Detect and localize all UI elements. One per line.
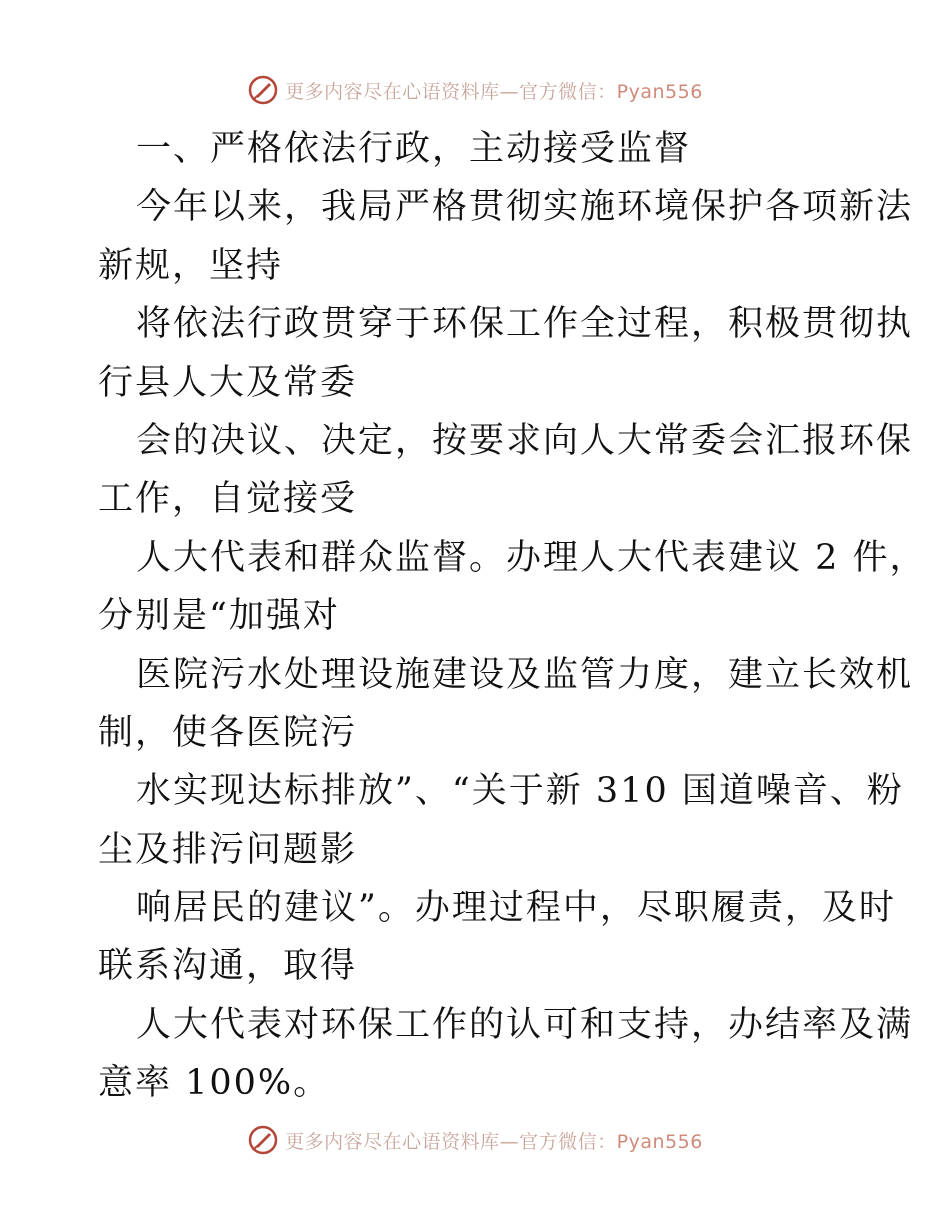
footer-banner <box>0 1120 950 1160</box>
text-line: 人大代表和群众监督。办理人大代表建议 2 件， <box>136 537 927 578</box>
header-banner-account: Pyan556 <box>616 80 703 103</box>
header-banner <box>0 70 950 110</box>
text-line: 尘及排污问题影 <box>98 829 358 870</box>
text-line: 今年以来，我局严格贯彻实施环境保护各项新法 <box>136 187 914 228</box>
quill-logo-icon <box>247 74 279 106</box>
quill-logo-icon <box>247 1124 279 1156</box>
text-line: 将依法行政贯穿于环保工作全过程，积极贯彻执 <box>136 304 914 345</box>
text-line: 水实现达标排放”、“关于新 310 国道噪音、粉 <box>136 771 904 812</box>
text-line: 分别是“加强对 <box>98 596 340 637</box>
text-line: 医院污水处理设施建设及监管力度，建立长效机 <box>136 654 914 695</box>
header-banner-text: 更多内容尽在心语资料库—官方微信：Pyan556 <box>285 80 703 103</box>
text-line: 联系沟通，取得 <box>98 946 358 987</box>
footer-banner-text: 更多内容尽在心语资料库—官方微信：Pyan556 <box>285 1130 703 1153</box>
text-line: 行县人大及常委 <box>98 362 358 403</box>
text-line: 会的决议、决定，按要求向人大常委会汇报环保 <box>136 420 914 461</box>
footer-banner-account: Pyan556 <box>616 1130 703 1153</box>
text-line: 一、严格依法行政，主动接受监督 <box>136 129 692 169</box>
text-line: 制，使各医院污 <box>98 712 358 753</box>
text-line: 人大代表对环保工作的认可和支持，办结率及满 <box>136 1004 914 1045</box>
text-line: 工作，自觉接受 <box>98 479 358 520</box>
text-line: 新规，坚持 <box>98 245 284 286</box>
text-line: 意率 100%。 <box>98 1063 331 1104</box>
text-line: 响居民的建议”。办理过程中，尽职履责，及时 <box>136 888 896 929</box>
document-body <box>98 120 927 1113</box>
